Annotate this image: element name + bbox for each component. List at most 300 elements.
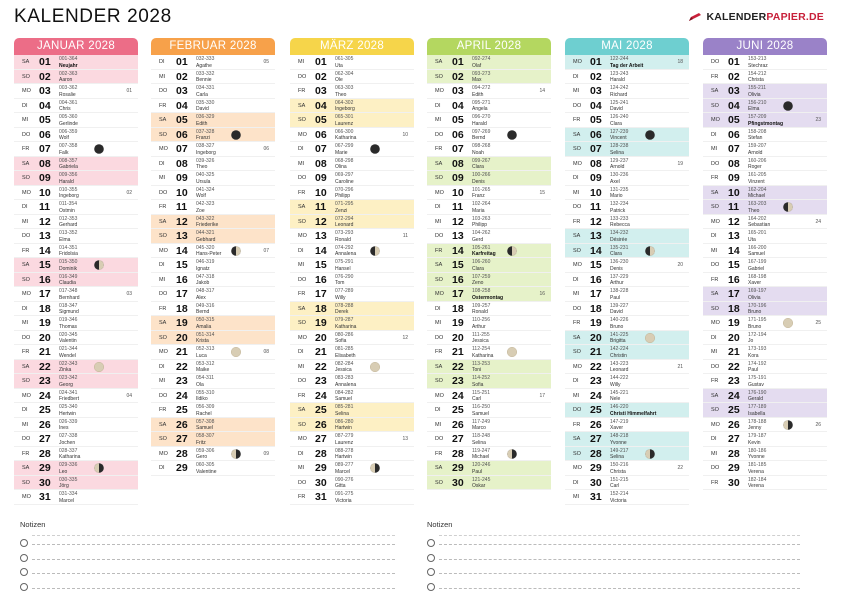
- day-of-year: 156-210: [748, 99, 767, 106]
- day-row[interactable]: [151, 258, 275, 273]
- weekday: SA: [159, 218, 167, 225]
- name-day: Gerd: [472, 236, 484, 243]
- day-row[interactable]: [565, 418, 689, 433]
- day-row[interactable]: [290, 476, 414, 491]
- weekday: DO: [298, 479, 307, 486]
- day-of-year: 014-351: [59, 244, 78, 251]
- day-row[interactable]: [14, 113, 138, 128]
- day-number: 07: [39, 143, 51, 155]
- day-number: 23: [39, 375, 51, 387]
- day-row[interactable]: [703, 302, 827, 317]
- day-row[interactable]: [427, 418, 551, 433]
- checkbox-circle-icon[interactable]: [427, 568, 435, 576]
- calendar-week: 13: [402, 436, 408, 442]
- day-row[interactable]: [290, 403, 414, 418]
- weekday: DO: [573, 102, 582, 109]
- weekday: FR: [573, 218, 581, 225]
- day-row[interactable]: [151, 142, 275, 157]
- day-row[interactable]: [14, 432, 138, 447]
- day-number: 09: [452, 172, 464, 184]
- checkbox-circle-icon[interactable]: [20, 554, 28, 562]
- day-row[interactable]: [427, 128, 551, 143]
- day-row[interactable]: [427, 244, 551, 259]
- day-row[interactable]: [565, 432, 689, 447]
- day-row[interactable]: [290, 229, 414, 244]
- name-day: Harald: [610, 77, 625, 83]
- day-row[interactable]: [565, 316, 689, 331]
- day-row[interactable]: [703, 258, 827, 273]
- day-row[interactable]: [14, 302, 138, 317]
- day-row[interactable]: [703, 99, 827, 114]
- day-row[interactable]: [14, 84, 138, 99]
- day-row[interactable]: [703, 157, 827, 172]
- checkbox-circle-icon[interactable]: [427, 554, 435, 562]
- calendar-week: 10: [402, 131, 408, 138]
- name-day: Gabriela: [59, 164, 78, 170]
- day-of-year: 140-226: [610, 317, 629, 323]
- weekday: SA: [22, 262, 30, 268]
- note-line[interactable]: [20, 538, 395, 552]
- day-row[interactable]: [290, 200, 414, 215]
- day-row[interactable]: [565, 287, 689, 302]
- day-row[interactable]: [14, 258, 138, 273]
- day-row[interactable]: [151, 287, 275, 302]
- day-row[interactable]: [151, 113, 275, 128]
- day-of-year: 015-350: [59, 259, 78, 265]
- day-row[interactable]: [290, 186, 414, 201]
- day-of-year: 019-346: [59, 317, 78, 323]
- name-day: Victoria: [610, 497, 627, 504]
- day-row[interactable]: [151, 171, 275, 186]
- day-row[interactable]: [427, 447, 551, 462]
- day-row[interactable]: [427, 84, 551, 99]
- day-row[interactable]: [290, 55, 414, 70]
- day-row[interactable]: [703, 215, 827, 230]
- day-row[interactable]: [565, 229, 689, 244]
- day-row[interactable]: [151, 70, 275, 85]
- weekday: DI: [435, 407, 441, 413]
- weekday: MO: [711, 117, 720, 123]
- day-of-year: 175-191: [748, 375, 767, 381]
- day-of-year: 023-342: [59, 375, 78, 381]
- day-of-year: 002-363: [59, 70, 78, 77]
- day-row[interactable]: [565, 99, 689, 114]
- day-row[interactable]: [290, 287, 414, 302]
- day-row[interactable]: [427, 432, 551, 447]
- day-of-year: 169-197: [748, 288, 767, 294]
- day-row[interactable]: [290, 461, 414, 476]
- day-row[interactable]: [565, 113, 689, 128]
- day-row[interactable]: [151, 244, 275, 259]
- day-row[interactable]: [427, 331, 551, 346]
- name-day: Elisabeth: [335, 352, 356, 359]
- day-row[interactable]: [703, 229, 827, 244]
- checkbox-circle-icon[interactable]: [427, 583, 435, 591]
- name-day: Michael: [748, 193, 766, 199]
- day-row[interactable]: [290, 447, 414, 462]
- day-row[interactable]: [151, 99, 275, 114]
- day-row[interactable]: [290, 99, 414, 114]
- day-row[interactable]: [427, 229, 551, 244]
- day-row[interactable]: [151, 229, 275, 244]
- weekday: SO: [298, 218, 306, 225]
- day-row[interactable]: [427, 389, 551, 404]
- name-day: Ines: [59, 425, 69, 431]
- day-of-year: 150-216: [610, 462, 629, 468]
- name-day: Verena: [748, 468, 764, 475]
- weekday: DO: [22, 131, 31, 138]
- day-row[interactable]: [290, 418, 414, 433]
- day-number: 31: [39, 491, 51, 503]
- day-row[interactable]: [565, 389, 689, 404]
- day-row[interactable]: [151, 403, 275, 418]
- day-row[interactable]: [427, 273, 551, 288]
- weekday: MO: [298, 233, 307, 239]
- day-row[interactable]: [151, 128, 275, 143]
- day-row[interactable]: [565, 186, 689, 201]
- day-row[interactable]: [290, 215, 414, 230]
- day-row[interactable]: [14, 345, 138, 360]
- day-row[interactable]: [565, 70, 689, 85]
- day-row[interactable]: [703, 374, 827, 389]
- day-row[interactable]: [565, 157, 689, 172]
- checkbox-circle-icon[interactable]: [427, 539, 435, 547]
- day-row[interactable]: [565, 447, 689, 462]
- day-row[interactable]: [290, 345, 414, 360]
- day-row[interactable]: [703, 403, 827, 418]
- day-row[interactable]: [427, 171, 551, 186]
- day-row[interactable]: [14, 287, 138, 302]
- weekday: MO: [298, 436, 307, 442]
- name-day: Claudia: [59, 280, 76, 286]
- day-number: 19: [728, 317, 740, 329]
- day-row[interactable]: [151, 432, 275, 447]
- month-header: MÄRZ 2028: [290, 38, 414, 55]
- day-row[interactable]: [565, 84, 689, 99]
- note-line[interactable]: [20, 567, 395, 581]
- day-of-year: 139-227: [610, 302, 629, 309]
- day-of-year: 083-283: [335, 375, 354, 381]
- day-row[interactable]: [427, 316, 551, 331]
- day-row[interactable]: [151, 360, 275, 375]
- day-row[interactable]: [290, 157, 414, 172]
- day-row[interactable]: [290, 258, 414, 273]
- day-row[interactable]: [703, 447, 827, 462]
- day-row[interactable]: [151, 331, 275, 346]
- name-day: Zenzi: [335, 207, 348, 214]
- day-row[interactable]: [703, 287, 827, 302]
- day-number: 21: [176, 346, 188, 358]
- day-row[interactable]: [151, 447, 275, 462]
- name-day: Carl: [610, 483, 620, 489]
- day-row[interactable]: [151, 215, 275, 230]
- day-row[interactable]: [427, 200, 551, 215]
- day-row[interactable]: [565, 490, 689, 505]
- day-row[interactable]: [290, 171, 414, 186]
- checkbox-circle-icon[interactable]: [20, 583, 28, 591]
- calendar-week: 04: [126, 392, 132, 399]
- day-row[interactable]: [565, 200, 689, 215]
- weekday: DI: [711, 131, 717, 138]
- day-number: 08: [176, 157, 188, 170]
- note-line[interactable]: [427, 553, 800, 567]
- day-of-year: 039-326: [196, 157, 215, 164]
- day-row[interactable]: [14, 99, 138, 114]
- note-line[interactable]: [427, 582, 800, 596]
- day-row[interactable]: [427, 302, 551, 317]
- day-row[interactable]: [703, 331, 827, 346]
- day-row[interactable]: [427, 113, 551, 128]
- day-number: 09: [39, 172, 51, 184]
- day-row[interactable]: [703, 200, 827, 215]
- day-row[interactable]: [14, 374, 138, 389]
- day-row[interactable]: [703, 186, 827, 201]
- day-row[interactable]: [290, 389, 414, 404]
- day-row[interactable]: [565, 331, 689, 346]
- name-day: Laurenz: [335, 439, 354, 446]
- day-row[interactable]: [290, 70, 414, 85]
- day-row[interactable]: [565, 142, 689, 157]
- name-day: Rosalie: [59, 91, 76, 98]
- day-row[interactable]: [565, 403, 689, 418]
- day-of-year: 031-334: [59, 491, 78, 497]
- day-row[interactable]: [703, 113, 827, 128]
- day-number: 10: [452, 186, 464, 199]
- day-of-year: 118-248: [472, 433, 490, 439]
- day-row[interactable]: [565, 128, 689, 143]
- day-row[interactable]: [151, 302, 275, 317]
- day-row[interactable]: [703, 273, 827, 288]
- day-row[interactable]: [703, 432, 827, 447]
- day-number: 07: [728, 143, 740, 155]
- note-line[interactable]: [427, 538, 800, 552]
- calendar-week: 22: [677, 465, 683, 471]
- day-row[interactable]: [565, 345, 689, 360]
- day-row[interactable]: [703, 316, 827, 331]
- day-row[interactable]: [290, 113, 414, 128]
- day-row[interactable]: [14, 171, 138, 186]
- day-number: 09: [315, 172, 327, 184]
- day-row[interactable]: [565, 374, 689, 389]
- weekday: MI: [159, 73, 166, 80]
- day-row[interactable]: [290, 302, 414, 317]
- day-row[interactable]: [427, 142, 551, 157]
- day-row[interactable]: [703, 128, 827, 143]
- weekday: SA: [159, 117, 167, 123]
- weekday: DI: [159, 59, 165, 65]
- day-row[interactable]: [14, 476, 138, 491]
- day-row[interactable]: [427, 99, 551, 114]
- note-line[interactable]: [20, 582, 395, 596]
- checkbox-circle-icon[interactable]: [20, 539, 28, 547]
- name-day: Hans-Peter: [196, 251, 222, 257]
- day-row[interactable]: [151, 389, 275, 404]
- day-row[interactable]: [151, 273, 275, 288]
- day-row[interactable]: [565, 171, 689, 186]
- name-day: Ingeborg: [335, 106, 355, 112]
- day-row[interactable]: [290, 84, 414, 99]
- notes-label-left: Notizen: [20, 520, 46, 529]
- day-row[interactable]: [703, 55, 827, 70]
- day-row[interactable]: [427, 287, 551, 302]
- weekday: DI: [573, 479, 579, 486]
- day-row[interactable]: [565, 461, 689, 476]
- name-day: Olaf: [472, 62, 482, 69]
- weekday: DO: [22, 334, 31, 341]
- day-number: 29: [315, 462, 327, 474]
- day-row[interactable]: [427, 461, 551, 476]
- day-row[interactable]: [290, 273, 414, 288]
- day-of-year: 080-286: [335, 331, 354, 338]
- month-header: APRIL 2028: [427, 38, 551, 55]
- day-of-year: 046-319: [196, 259, 215, 265]
- day-row[interactable]: [14, 403, 138, 418]
- name-day: Elma: [748, 106, 760, 112]
- day-row[interactable]: [565, 302, 689, 317]
- day-row[interactable]: [14, 461, 138, 476]
- day-row[interactable]: [427, 70, 551, 85]
- day-of-year: 065-301: [335, 114, 354, 120]
- checkbox-circle-icon[interactable]: [20, 568, 28, 576]
- day-row[interactable]: [703, 461, 827, 476]
- day-of-year: 054-311: [196, 375, 214, 381]
- weekday: FR: [711, 276, 719, 283]
- day-row[interactable]: [14, 418, 138, 433]
- day-row[interactable]: [14, 186, 138, 201]
- day-row[interactable]: [703, 244, 827, 259]
- day-row[interactable]: [427, 476, 551, 491]
- day-row[interactable]: [565, 215, 689, 230]
- day-row[interactable]: [427, 258, 551, 273]
- day-row[interactable]: [427, 186, 551, 201]
- day-row[interactable]: [703, 360, 827, 375]
- day-row[interactable]: [703, 70, 827, 85]
- day-row[interactable]: [14, 273, 138, 288]
- day-of-year: 100-266: [472, 172, 491, 178]
- day-row[interactable]: [703, 345, 827, 360]
- day-row[interactable]: [427, 215, 551, 230]
- day-row[interactable]: [427, 374, 551, 389]
- day-row[interactable]: [151, 461, 275, 476]
- day-row[interactable]: [565, 273, 689, 288]
- new-moon-icon: [94, 144, 104, 154]
- day-row[interactable]: [703, 171, 827, 186]
- day-row[interactable]: [14, 244, 138, 259]
- day-row[interactable]: [14, 70, 138, 85]
- day-row[interactable]: [703, 418, 827, 433]
- day-row[interactable]: [14, 200, 138, 215]
- day-row[interactable]: [427, 157, 551, 172]
- day-row[interactable]: [151, 157, 275, 172]
- day-row[interactable]: [151, 316, 275, 331]
- day-row[interactable]: [703, 476, 827, 491]
- day-row[interactable]: [703, 142, 827, 157]
- day-row[interactable]: [290, 244, 414, 259]
- day-row[interactable]: [703, 84, 827, 99]
- weekday: MO: [22, 392, 31, 399]
- note-line[interactable]: [427, 567, 800, 581]
- calendar-week: 24: [815, 218, 821, 225]
- day-number: 22: [39, 360, 51, 373]
- weekday: DO: [573, 204, 582, 210]
- day-number: 19: [39, 317, 51, 329]
- day-row[interactable]: [290, 374, 414, 389]
- day-number: 08: [590, 157, 602, 170]
- note-line[interactable]: [20, 553, 395, 567]
- day-row[interactable]: [14, 229, 138, 244]
- name-day: Angela: [472, 106, 488, 112]
- day-row[interactable]: [151, 84, 275, 99]
- day-row[interactable]: [565, 258, 689, 273]
- day-row[interactable]: [14, 128, 138, 143]
- day-of-year: 166-200: [748, 244, 767, 251]
- day-of-year: 130-236: [610, 172, 629, 178]
- day-row[interactable]: [151, 345, 275, 360]
- day-row[interactable]: [427, 403, 551, 418]
- day-row[interactable]: [290, 142, 414, 157]
- day-row[interactable]: [290, 490, 414, 505]
- day-row[interactable]: [427, 55, 551, 70]
- day-row[interactable]: [290, 360, 414, 375]
- day-of-year: 052-313: [196, 346, 215, 352]
- day-row[interactable]: [290, 331, 414, 346]
- day-row[interactable]: [565, 244, 689, 259]
- day-number: 16: [39, 273, 51, 286]
- day-of-year: 164-202: [748, 215, 767, 222]
- day-row[interactable]: [151, 374, 275, 389]
- day-row[interactable]: [290, 432, 414, 447]
- weekday: MO: [435, 189, 444, 196]
- day-row[interactable]: [151, 418, 275, 433]
- day-row[interactable]: [290, 316, 414, 331]
- day-row[interactable]: [14, 331, 138, 346]
- day-row[interactable]: [14, 389, 138, 404]
- day-row[interactable]: [151, 200, 275, 215]
- day-of-year: 162-204: [748, 186, 767, 193]
- day-row[interactable]: [14, 157, 138, 172]
- name-day: Bruno: [748, 323, 762, 330]
- day-of-year: 117-249: [472, 418, 490, 425]
- day-number: 09: [176, 172, 188, 184]
- day-row[interactable]: [14, 490, 138, 505]
- day-of-year: 153-213: [748, 56, 767, 62]
- day-number: 22: [590, 360, 602, 373]
- day-row[interactable]: [703, 389, 827, 404]
- day-row[interactable]: [14, 360, 138, 375]
- day-row[interactable]: [14, 142, 138, 157]
- day-of-year: 159-207: [748, 143, 767, 149]
- day-row[interactable]: [14, 55, 138, 70]
- day-row[interactable]: [151, 55, 275, 70]
- day-row[interactable]: [565, 55, 689, 70]
- name-day: Stefan: [748, 135, 763, 141]
- day-row[interactable]: [14, 447, 138, 462]
- day-of-year: 008-357: [59, 157, 78, 164]
- day-row[interactable]: [565, 476, 689, 491]
- holiday-name: Christi Himmelfahrt: [610, 410, 657, 417]
- weekday: DO: [573, 305, 582, 312]
- day-row[interactable]: [14, 215, 138, 230]
- name-day: Katharina: [335, 135, 357, 141]
- day-number: 07: [315, 143, 327, 155]
- day-row[interactable]: [290, 128, 414, 143]
- day-row[interactable]: [565, 360, 689, 375]
- day-row[interactable]: [427, 345, 551, 360]
- day-row[interactable]: [151, 186, 275, 201]
- day-row[interactable]: [427, 360, 551, 375]
- day-of-year: 074-292: [335, 244, 354, 251]
- day-row[interactable]: [14, 316, 138, 331]
